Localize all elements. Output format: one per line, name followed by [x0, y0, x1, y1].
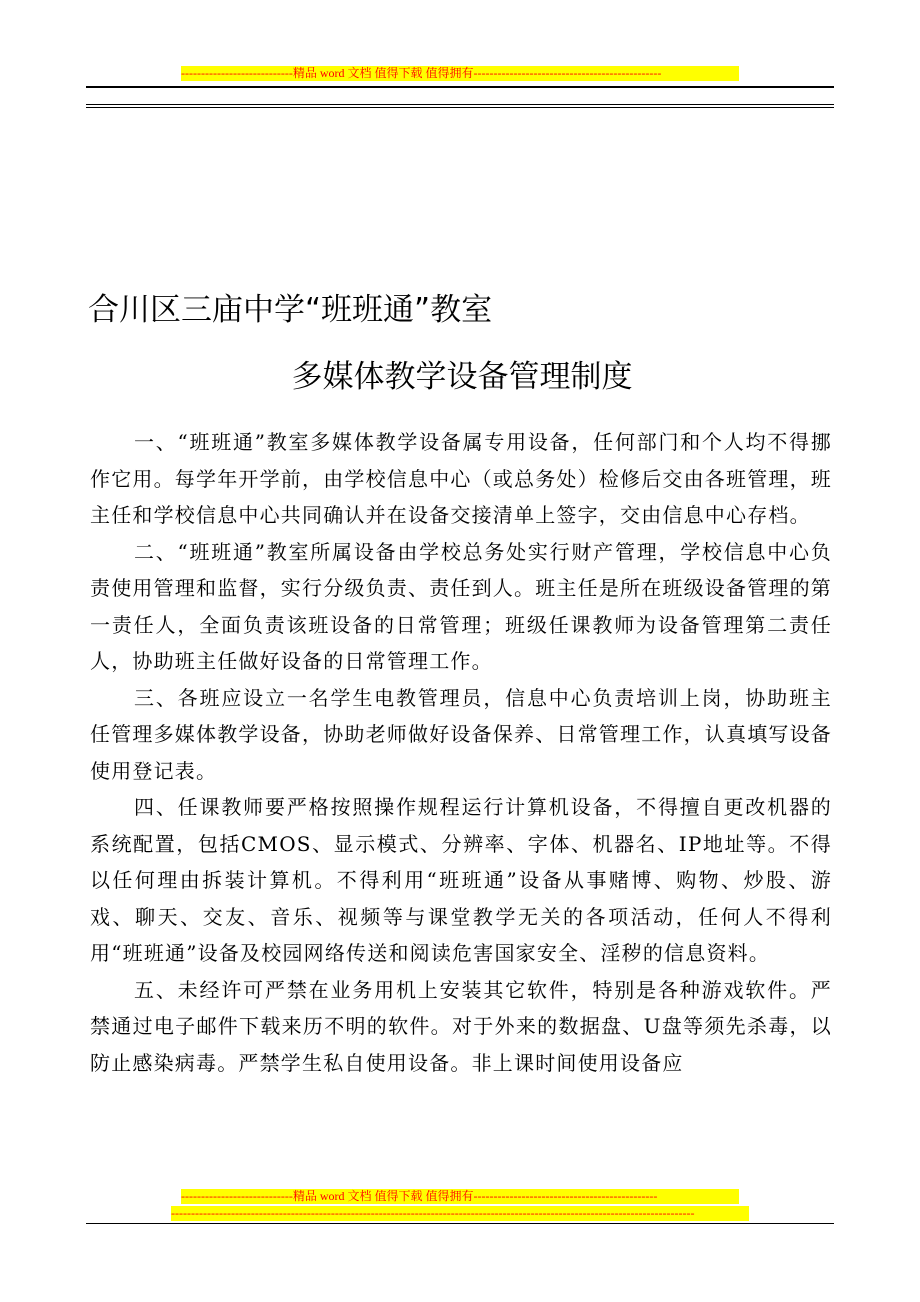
header-rule-thick [86, 86, 834, 88]
paragraph-3: 三、各班应设立一名学生电教管理员，信息中心负责培训上岗，协助班主任管理多媒体教学设备，协助老师做好设备保养、日常管理工作，认真填写设备使用登记表。 [90, 685, 832, 783]
footer-rule [86, 1223, 834, 1224]
document-title-line2-text: 多媒体教学设备管理制度 [291, 359, 633, 395]
document-body [90, 424, 832, 1081]
paragraph-2: 二、“班班通”教室所属设备由学校总务处实行财产管理，学校信息中心负责使用管理和监督，实行分级负责、责任到人。班主任是所在班级设备管理的第一责任人，全面负责该班设备的日常管理；班级任课教师为设备管理第二责任人，协助班主任做好设备的日常管理工作。 [90, 539, 832, 673]
document-title-line2 [0, 355, 920, 399]
header-banner: ----------------------------精品 word 文档 值得下载 值得拥有----------------------------------------------- [181, 66, 739, 81]
header-rule-thin [86, 104, 834, 105]
paragraph-1: 一、“班班通”教室多媒体教学设备属专用设备，任何部门和个人均不得挪作它用。每学年开学前，由学校信息中心（或总务处）检修后交由各班管理，班主任和学校信息中心共同确认并在设备交接清单上签字，交由信息中心存档。 [90, 430, 832, 527]
paragraph-5: 五、未经许可严禁在业务用机上安装其它软件，特别是各种游戏软件。严禁通过电子邮件下载来历不明的软件。对于外来的数据盘、U盘等须先杀毒，以防止感染病毒。严禁学生私自使用设备。非上课时间使用设备应 [90, 977, 832, 1075]
document-title-line1: 合川区三庙中学“班班通”教室 [88, 292, 493, 328]
footer-banner: ----------------------------精品 word 文档 值得下载 值得拥有---------------------------------------------- [181, 1189, 739, 1204]
paragraph-4: 四、任课教师要严格按照操作规程运行计算机设备，不得擅自更改机器的系统配置，包括CMOS、显示模式、分辨率、字体、机器名、IP地址等。不得以任何理由拆装计算机。不得利用“班班通”设备从事赌博、购物、炒股、游戏、聊天、交友、音乐、视频等与课堂教学无关的各项活动，任何人不得利用“班班通”设备及校园网络传送和阅读危害国家安全、淫秽的信息资料。 [90, 795, 832, 965]
footer-banner-dashes: ----------------------------------------------------------------------------------------------------------------------------------- [171, 1206, 749, 1221]
header-rule-thin-second [86, 107, 834, 108]
